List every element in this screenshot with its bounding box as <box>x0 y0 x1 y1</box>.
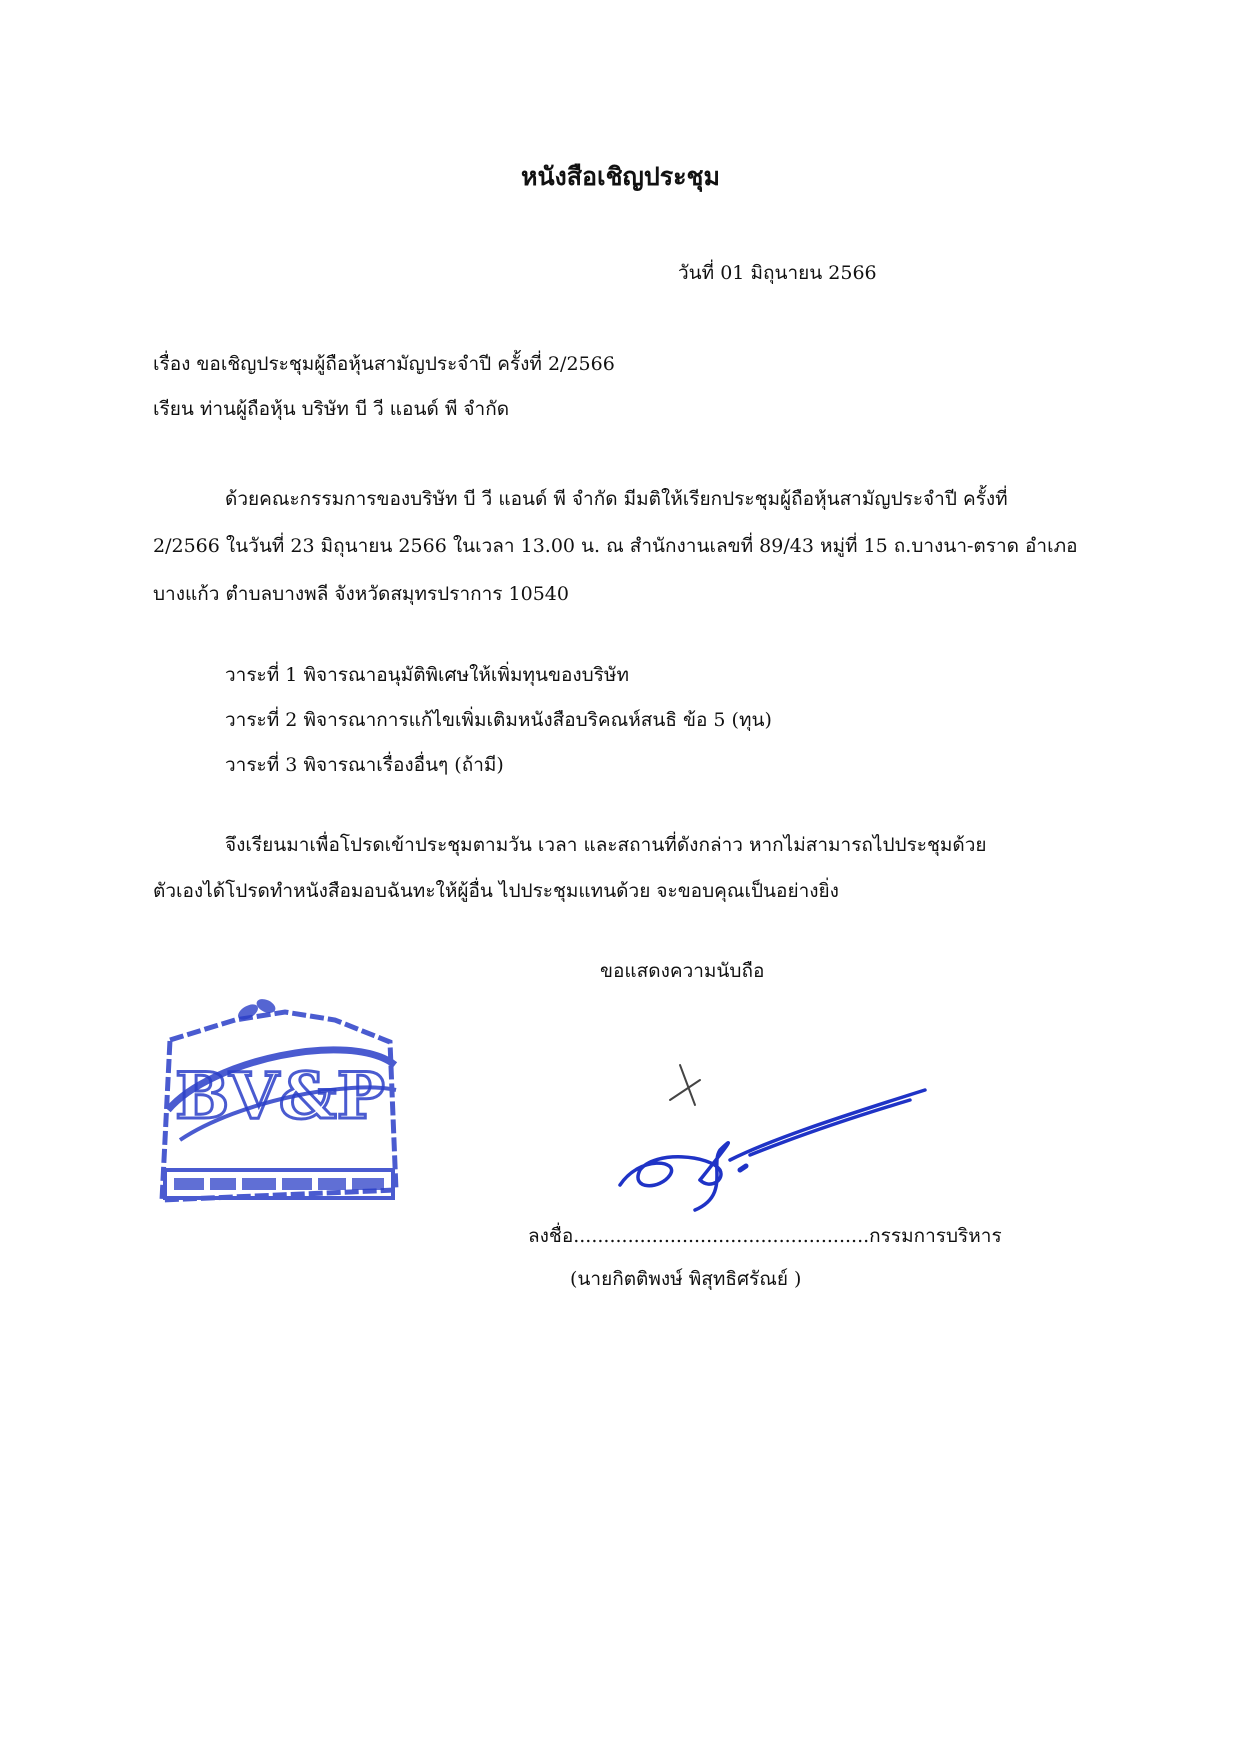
seal-logo-text: BV&P <box>175 1059 385 1134</box>
closing-phrase: ขอแสดงความนับถือ <box>600 960 765 982</box>
document-date: วันที่ 01 มิถุนายน 2566 <box>678 262 877 284</box>
signatory-name: (นายกิตติพงษ์ พิสุทธิศรัณย์ ) <box>570 1268 802 1290</box>
agenda-item-3: วาระที่ 3 พิจารณาเรื่องอื่นๆ (ถ้ามี) <box>225 754 504 776</box>
agenda-item-1: วาระที่ 1 พิจารณาอนุมัติพิเศษให้เพิ่มทุนของบริษัท <box>225 664 629 686</box>
paragraph-2-line-1: จึงเรียนมาเพื่อโปรดเข้าประชุมตามวัน เวลา และสถานที่ดังกล่าว หากไม่สามารถไปประชุมด้วย <box>225 834 987 856</box>
agenda-item-2: วาระที่ 2 พิจารณาการแก้ไขเพิ่มเติมหนังสือบริคณห์สนธิ ข้อ 5 (ทุน) <box>225 709 772 731</box>
document-title: หนังสือเชิญประชุม <box>520 162 721 191</box>
signature-line: ลงชื่อ.................................................กรรมการบริหาร <box>528 1225 1002 1247</box>
paragraph-2-line-2: ตัวเองได้โปรดทำหนังสือมอบฉันทะให้ผู้อื่น ไปประชุมแทนด้วย จะขอบคุณเป็นอย่างยิ่ง <box>153 880 839 902</box>
company-seal <box>150 990 410 1215</box>
recipient-line: เรียน ท่านผู้ถือหุ้น บริษัท บี วี แอนด์ พี จำกัด <box>153 398 510 420</box>
subject-line: เรื่อง ขอเชิญประชุมผู้ถือหุ้นสามัญประจำปี ครั้งที่ 2/2566 <box>153 353 615 375</box>
paragraph-1-line-1: ด้วยคณะกรรมการของบริษัท บี วี แอนด์ พี จำกัด มีมติให้เรียกประชุมผู้ถือหุ้นสามัญประจำปี ครั้งที่ <box>225 488 1008 510</box>
handwritten-signature <box>600 1060 930 1220</box>
paragraph-1-line-2: 2/2566 ในวันที่ 23 มิถุนายน 2566 ในเวลา 13.00 น. ณ สำนักงานเลขที่ 89/43 หมู่ที่ 15 ถ.บางนา-ตราด อำเภอ <box>153 535 1078 557</box>
paragraph-1-line-3: บางแก้ว ตำบลบางพลี จังหวัดสมุทรปราการ 10540 <box>153 583 569 605</box>
